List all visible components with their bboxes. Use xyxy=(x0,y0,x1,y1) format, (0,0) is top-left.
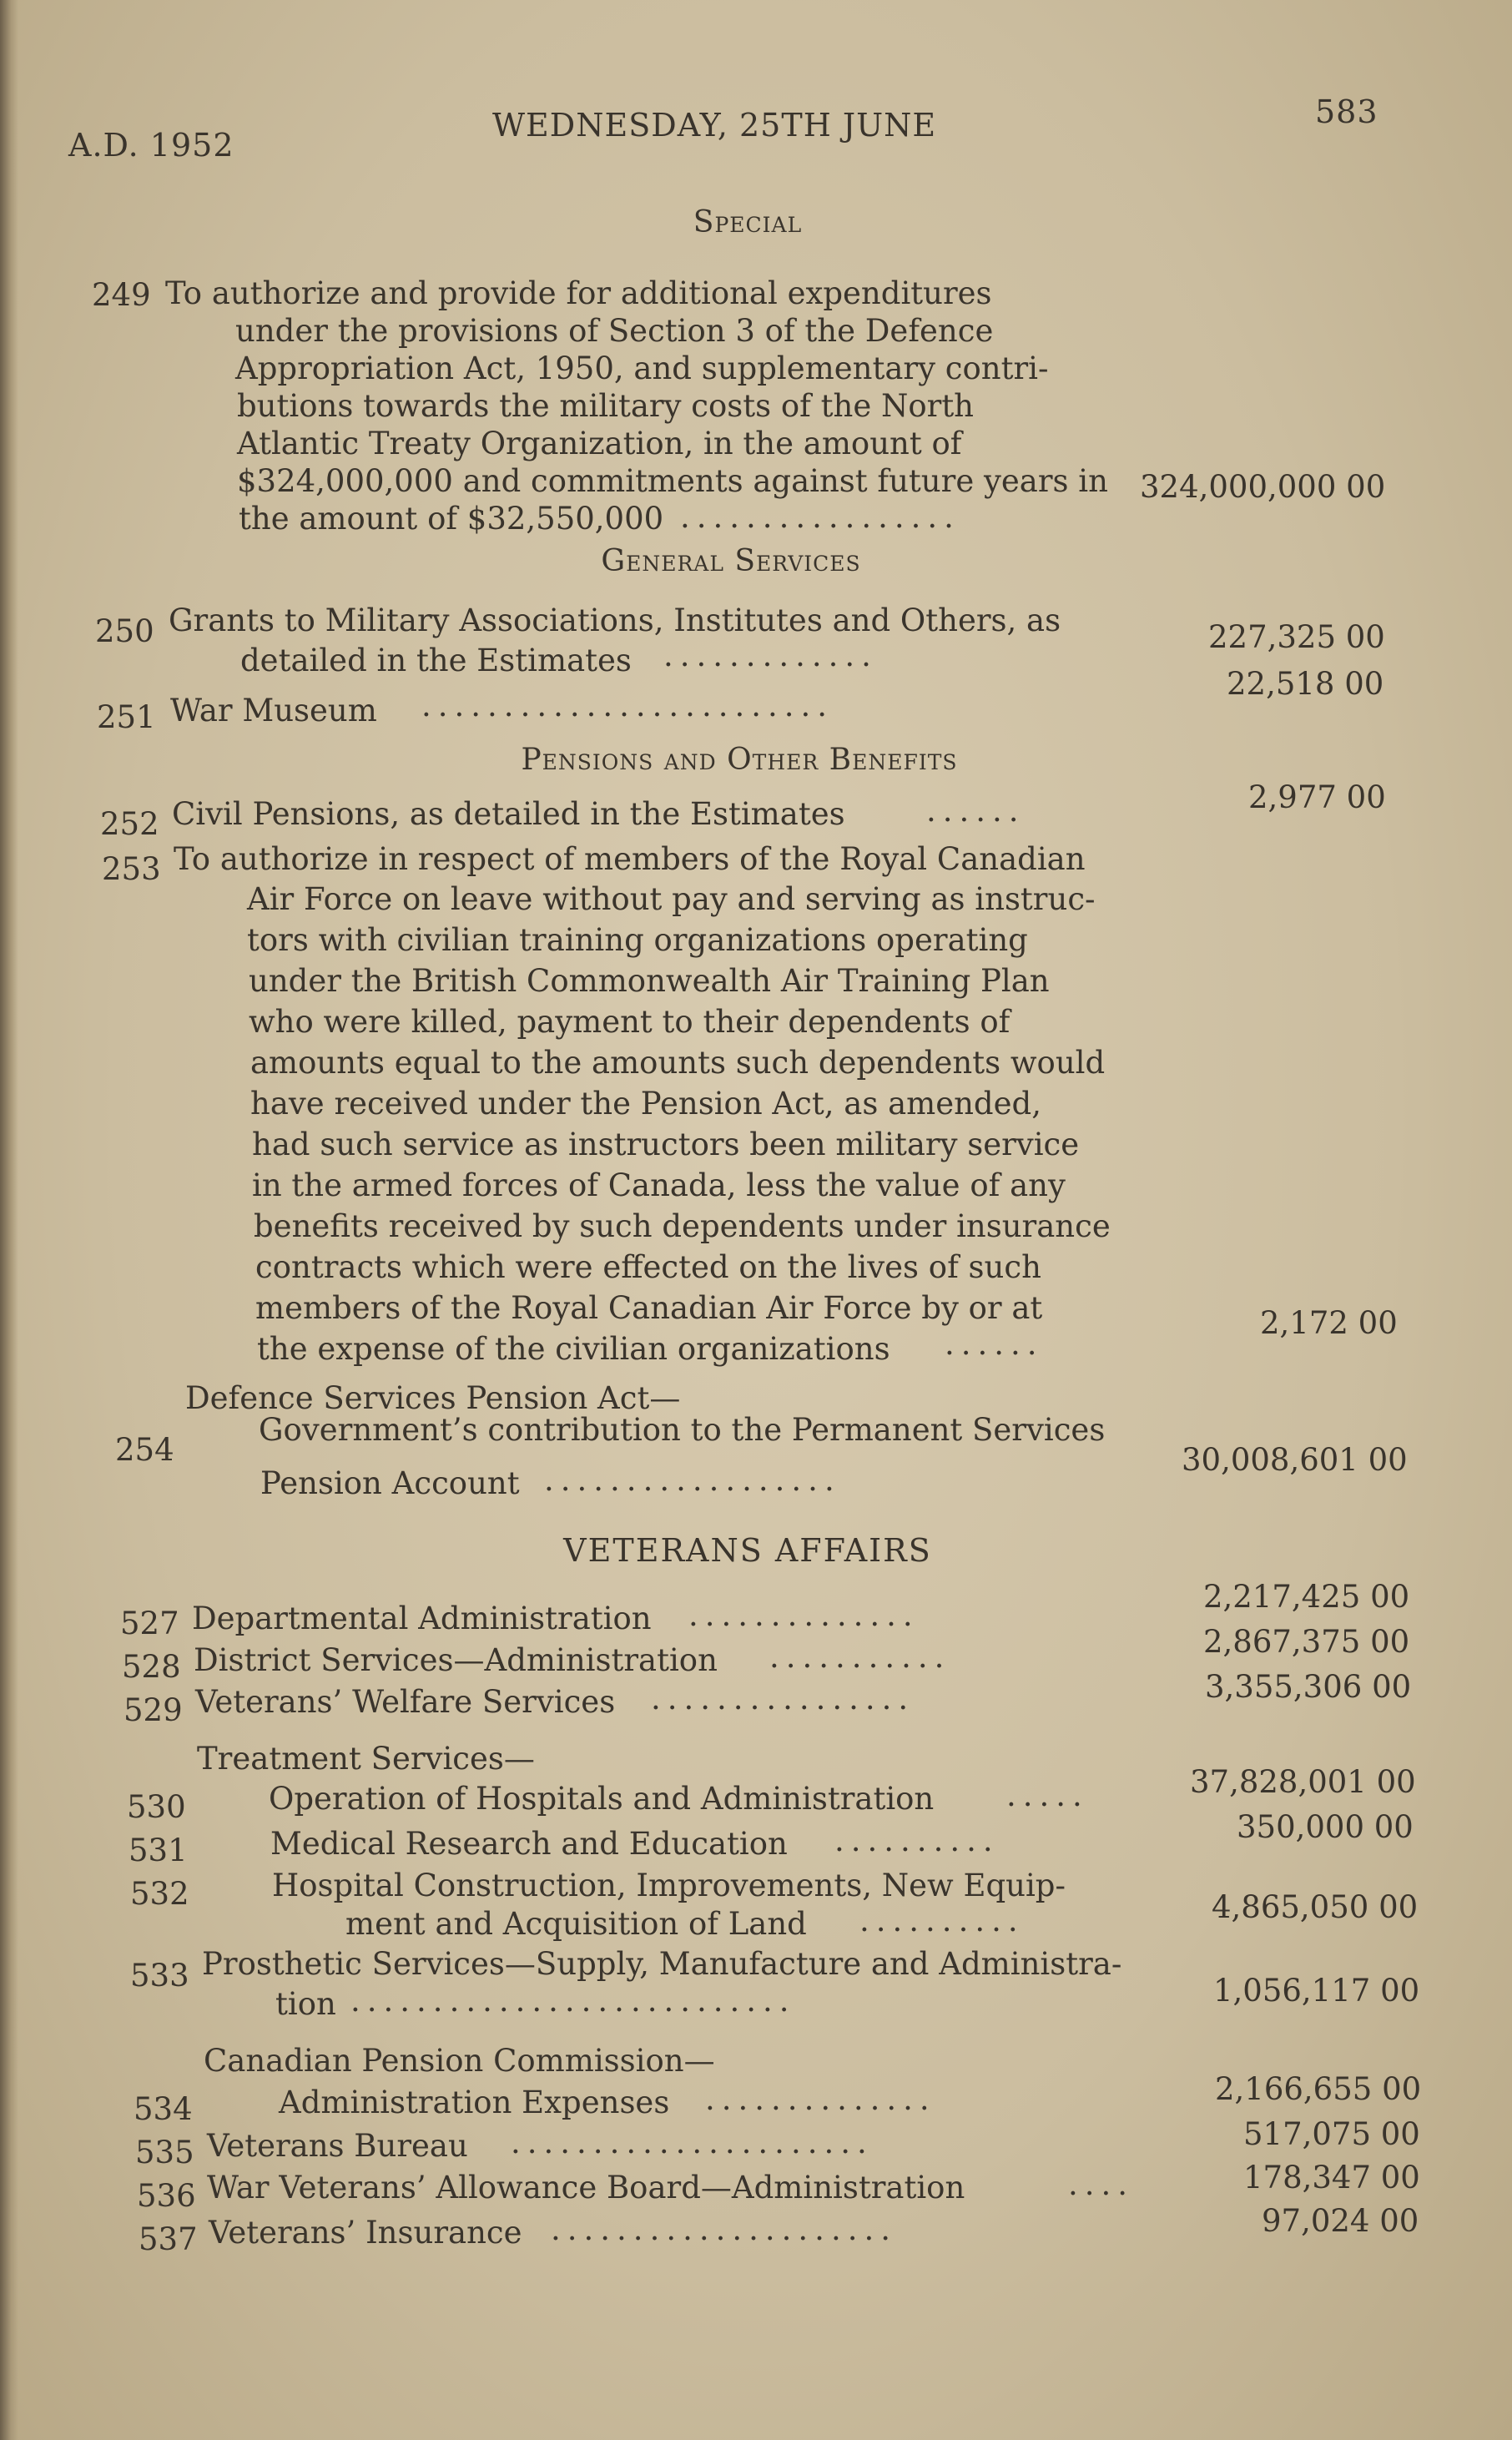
item-number: 537 xyxy=(139,2221,198,2257)
item-text-line: under the provisions of Section 3 of the Defence xyxy=(235,313,994,349)
item-amount: 30,008,601 00 xyxy=(1182,1442,1408,1478)
item-amount: 37,828,001 00 xyxy=(1190,1764,1416,1800)
item-text-line: $324,000,000 and commitments against future years in xyxy=(237,463,1108,499)
item-number: 251 xyxy=(97,699,156,735)
leader-dots: ...... xyxy=(945,1326,1044,1362)
item-number: 250 xyxy=(95,613,154,649)
item-text-line: Prosthetic Services—Supply, Manufacture and Administra- xyxy=(202,1946,1122,1982)
leader-dots: ............. xyxy=(663,638,878,673)
item-number: 253 xyxy=(102,851,161,887)
leader-dots: ..... xyxy=(1006,1777,1089,1813)
item-text-line: Veterans’ Insurance xyxy=(209,2215,522,2251)
item-text-line: District Services—Administration xyxy=(194,1642,718,1678)
leader-dots: .... xyxy=(1068,2166,1135,2202)
item-text-line: had such service as instructors been military service xyxy=(252,1127,1080,1162)
subheading-canadian-pension-commission: Canadian Pension Commission— xyxy=(204,2043,715,2079)
item-text-line: have received under the Pension Act, as amended, xyxy=(250,1086,1041,1122)
item-number: 534 xyxy=(134,2091,193,2127)
item-text-line: tion xyxy=(275,1986,336,2022)
item-amount: 517,075 00 xyxy=(1243,2116,1420,2152)
leader-dots: .......... xyxy=(859,1903,1025,1938)
item-text-line: detailed in the Estimates xyxy=(240,643,632,678)
item-amount: 350,000 00 xyxy=(1237,1809,1414,1845)
subheading-defence-services-pension-act: Defence Services Pension Act— xyxy=(185,1380,681,1416)
section-general-services: General Services xyxy=(601,544,861,578)
leader-dots: ......................... xyxy=(421,688,834,723)
item-amount: 2,166,655 00 xyxy=(1215,2071,1422,2107)
item-amount: 178,347 00 xyxy=(1243,2160,1420,2195)
item-number: 254 xyxy=(115,1432,174,1468)
item-amount: 2,977 00 xyxy=(1248,779,1386,815)
item-amount: 2,172 00 xyxy=(1260,1305,1398,1341)
section-pensions: Pensions and Other Benefits xyxy=(521,743,958,777)
item-text-line: Air Force on leave without pay and serving as instruc- xyxy=(247,881,1096,917)
item-text-line: To authorize and provide for additional expenditures xyxy=(165,275,992,311)
leader-dots: ..................... xyxy=(551,2211,897,2247)
item-amount: 2,217,425 00 xyxy=(1203,1579,1410,1615)
item-text-line: under the British Commonwealth Air Training Plan xyxy=(249,963,1050,999)
item-amount: 324,000,000 00 xyxy=(1140,469,1386,505)
item-text-line: Medical Research and Education xyxy=(270,1826,788,1862)
item-text-line: Operation of Hospitals and Administration xyxy=(269,1781,935,1817)
item-number: 530 xyxy=(127,1789,186,1825)
header-date: WEDNESDAY, 25TH JUNE xyxy=(492,107,937,144)
item-amount: 4,865,050 00 xyxy=(1212,1889,1419,1925)
item-amount: 3,355,306 00 xyxy=(1205,1669,1412,1705)
leader-dots: ........................... xyxy=(350,1983,796,2019)
page-number: 583 xyxy=(1315,93,1378,130)
item-text-line: members of the Royal Canadian Air Force by or at xyxy=(255,1290,1043,1326)
item-number: 249 xyxy=(92,277,151,313)
section-special: Special xyxy=(693,205,803,239)
item-amount: 1,056,117 00 xyxy=(1213,1973,1420,2009)
item-text-line: To authorize in respect of members of the Royal Canadian xyxy=(174,841,1086,877)
item-text-line: Veterans Bureau xyxy=(207,2128,468,2164)
item-text-line: Pension Account xyxy=(260,1465,520,1501)
item-text-line: Veterans’ Welfare Services xyxy=(195,1684,616,1720)
item-text-line: amounts equal to the amounts such dependents would xyxy=(250,1045,1106,1081)
item-text-line: ment and Acquisition of Land xyxy=(345,1906,807,1942)
item-number: 529 xyxy=(123,1692,183,1728)
leader-dots: ...... xyxy=(926,793,1026,829)
item-text-line: Appropriation Act, 1950, and supplementary contri- xyxy=(235,350,1049,386)
leader-dots: ................. xyxy=(680,499,960,535)
item-text-line: Government’s contribution to the Permanent Services xyxy=(259,1412,1106,1448)
item-number: 252 xyxy=(100,806,159,842)
leader-dots: .................. xyxy=(544,1462,841,1498)
item-amount: 22,518 00 xyxy=(1227,666,1384,702)
item-amount: 97,024 00 xyxy=(1262,2203,1419,2239)
item-number: 528 xyxy=(122,1649,181,1685)
item-text-line: Departmental Administration xyxy=(192,1601,652,1636)
leader-dots: ........... xyxy=(769,1639,951,1675)
item-text-line: benefits received by such dependents under insurance xyxy=(254,1208,1111,1244)
item-text-line: War Veterans’ Allowance Board—Administration xyxy=(207,2170,965,2206)
item-text-line: the amount of $32,550,000 xyxy=(239,501,664,537)
leader-dots: ...................... xyxy=(511,2125,874,2160)
item-amount: 227,325 00 xyxy=(1208,619,1385,655)
leader-dots: ................ xyxy=(651,1681,915,1717)
item-number: 527 xyxy=(120,1606,179,1641)
section-veterans-affairs: VETERANS AFFAIRS xyxy=(563,1532,932,1569)
subheading-treatment-services: Treatment Services— xyxy=(197,1741,535,1777)
item-amount: 2,867,375 00 xyxy=(1203,1624,1410,1660)
item-text-line: the expense of the civilian organizations xyxy=(257,1331,890,1367)
item-text-line: Grants to Military Associations, Institutes and Others, as xyxy=(169,602,1061,638)
header-year: A.D. 1952 xyxy=(68,127,234,164)
item-number: 532 xyxy=(130,1876,189,1912)
item-text-line: Administration Expenses xyxy=(279,2085,670,2120)
book-spine xyxy=(0,0,18,2440)
leader-dots: .............. xyxy=(688,1597,920,1633)
item-text-line: Civil Pensions, as detailed in the Estimates xyxy=(172,796,845,832)
item-text-line: Atlantic Treaty Organization, in the amount of xyxy=(237,426,962,461)
item-text-line: in the armed forces of Canada, less the value of any xyxy=(252,1167,1066,1203)
item-text-line: who were killed, payment to their dependents of xyxy=(249,1004,1011,1040)
item-text-line: contracts which were effected on the lives of such xyxy=(255,1249,1041,1285)
item-text-line: War Museum xyxy=(170,693,377,728)
item-text-line: tors with civilian training organizations operating xyxy=(247,922,1028,958)
item-number: 535 xyxy=(135,2135,194,2170)
leader-dots: .......... xyxy=(834,1822,1000,1858)
item-text-line: Hospital Construction, Improvements, New Equip- xyxy=(272,1868,1066,1903)
item-number: 531 xyxy=(129,1833,188,1868)
item-text-line: butions towards the military costs of the North xyxy=(237,388,975,424)
leader-dots: .............. xyxy=(705,2081,936,2117)
item-number: 536 xyxy=(137,2178,196,2214)
item-number: 533 xyxy=(130,1958,189,1994)
